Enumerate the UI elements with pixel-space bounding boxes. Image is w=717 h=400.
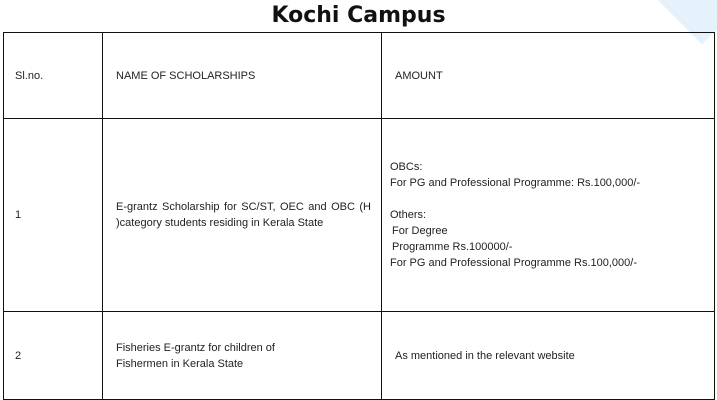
amount-spacer bbox=[390, 191, 714, 207]
table-header-row bbox=[4, 33, 715, 119]
scholarship-table bbox=[3, 32, 715, 400]
table-row bbox=[4, 312, 715, 400]
header-slno: Sl.no. bbox=[4, 33, 103, 119]
amount-others-heading: Others: bbox=[390, 209, 427, 221]
header-amount: AMOUNT bbox=[382, 33, 715, 119]
page-title: Kochi Campus bbox=[271, 3, 446, 28]
row-scholarship-name bbox=[103, 312, 382, 400]
amount-obc-heading: OBCs: bbox=[390, 161, 423, 173]
row-amount: As mentioned in the relevant website bbox=[382, 312, 715, 400]
row-slno: 2 bbox=[4, 312, 103, 400]
table-row bbox=[4, 119, 715, 312]
amount-others-degree-line2: Programme Rs.100000/- bbox=[392, 241, 513, 253]
row-slno: 1 bbox=[4, 119, 103, 312]
row-amount bbox=[382, 119, 715, 312]
scholarship-name-text: E-grantz Scholarship for SC/ST, OEC and OBC (H )category students residing in Kerala State bbox=[116, 201, 371, 229]
row-scholarship-name bbox=[103, 119, 382, 312]
amount-others-pg: For PG and Professional Programme Rs.100,000/- bbox=[390, 257, 638, 269]
scholarship-name-line2: Fishermen in Kerala State bbox=[116, 357, 244, 370]
scholarship-name-line1: Fisheries E-grantz for children of bbox=[116, 341, 275, 354]
amount-others-degree-line1: For Degree bbox=[392, 225, 448, 237]
amount-obc-pg: For PG and Professional Programme: Rs.100,000/- bbox=[390, 177, 641, 189]
header-name: NAME OF SCHOLARSHIPS bbox=[103, 33, 382, 119]
